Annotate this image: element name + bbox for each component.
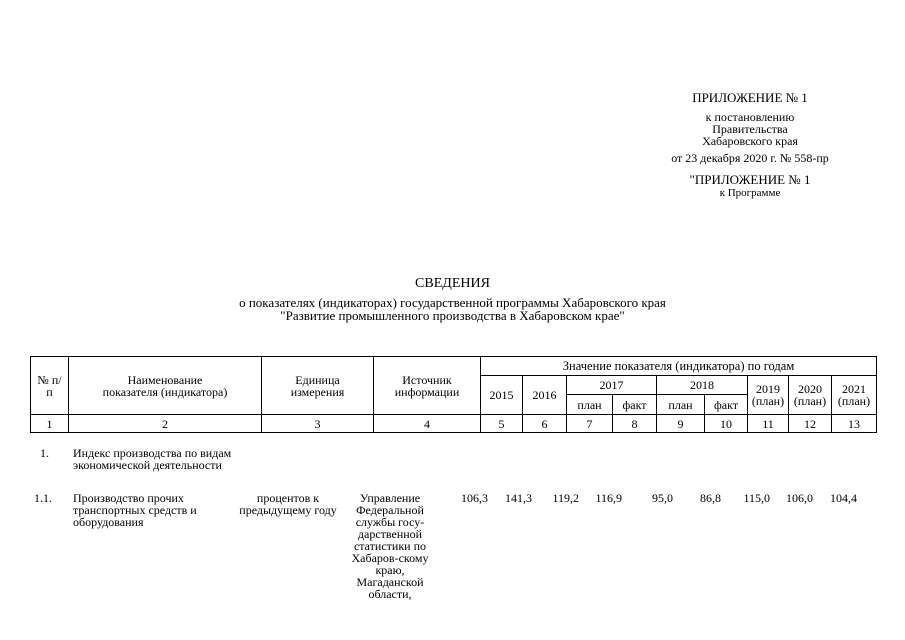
col-number: 10 — [705, 415, 748, 433]
header-year-2015: 2015 — [481, 376, 523, 415]
col-number: 3 — [262, 415, 374, 433]
heading-title: СВЕДЕНИЯ — [415, 276, 490, 291]
col-number: 13 — [832, 415, 877, 433]
appendix-date: от 23 декабря 2020 г. № 558-пр — [671, 151, 829, 165]
header-year-2020: 2020 (план) — [789, 376, 832, 415]
row-indicator-name: Производство прочих транспортных средств и оборудования — [73, 491, 197, 529]
header-2018-plan: план — [657, 395, 705, 415]
header-unit: Единица измерения — [262, 357, 374, 415]
row-unit: процентов к предыдущему году — [239, 491, 337, 517]
row-source: Управление Федеральной службы госу-дарственной статистики по Хабаров-скому краю, Магаданской области, — [351, 491, 429, 601]
header-year-2016: 2016 — [523, 376, 567, 415]
value-2018-plan: 95,0 — [652, 491, 673, 505]
col-number: 1 — [31, 415, 69, 433]
col-number: 9 — [657, 415, 705, 433]
document-heading — [0, 276, 905, 322]
header-year-2021: 2021 (план) — [832, 376, 877, 415]
col-number: 8 — [613, 415, 657, 433]
col-number: 11 — [748, 415, 789, 433]
indicators-table-header — [30, 356, 877, 433]
header-year-2017: 2017 — [567, 376, 657, 395]
value-2017-plan: 119,2 — [552, 491, 579, 505]
appendix-block — [630, 91, 870, 199]
col-number: 6 — [523, 415, 567, 433]
header-year-2019: 2019 (план) — [748, 376, 789, 415]
value-2020: 106,0 — [786, 491, 813, 505]
header-num: № п/п — [31, 357, 69, 415]
row-number: 1.1. — [34, 491, 52, 505]
value-2018-fact: 86,8 — [700, 491, 721, 505]
header-2017-fact: факт — [613, 395, 657, 415]
value-2017-fact: 116,9 — [595, 491, 622, 505]
value-2021: 104,4 — [830, 491, 857, 505]
appendix-line: Хабаровского края — [702, 134, 798, 148]
row-indicator-name: Индекс производства по видам экономической деятельности — [73, 446, 232, 472]
heading-line: о показателях (индикаторах) государственной программы Хабаровского края — [239, 295, 666, 310]
heading-line: "Развитие промышленного производства в Хабаровском крае" — [280, 308, 625, 323]
col-number: 7 — [567, 415, 613, 433]
col-number: 2 — [69, 415, 262, 433]
col-number: 12 — [789, 415, 832, 433]
col-number: 4 — [374, 415, 481, 433]
value-2019: 115,0 — [743, 491, 770, 505]
appendix-line: Правительства — [712, 122, 788, 136]
appendix2-line: к Программе — [719, 187, 781, 199]
appendix-title: ПРИЛОЖЕНИЕ № 1 — [692, 90, 808, 105]
row-number: 1. — [40, 446, 49, 460]
header-source: Источник информации — [374, 357, 481, 415]
header-values: Значение показателя (индикатора) по годам — [481, 357, 877, 376]
header-year-2018: 2018 — [657, 376, 748, 395]
appendix-line: к постановлению — [705, 110, 795, 124]
value-2016: 141,3 — [505, 491, 532, 505]
header-name: Наименование показателя (индикатора) — [69, 357, 262, 415]
value-2015: 106,3 — [461, 491, 488, 505]
header-2018-fact: факт — [705, 395, 748, 415]
col-number: 5 — [481, 415, 523, 433]
header-2017-plan: план — [567, 395, 613, 415]
appendix2-title: "ПРИЛОЖЕНИЕ № 1 — [689, 172, 811, 187]
